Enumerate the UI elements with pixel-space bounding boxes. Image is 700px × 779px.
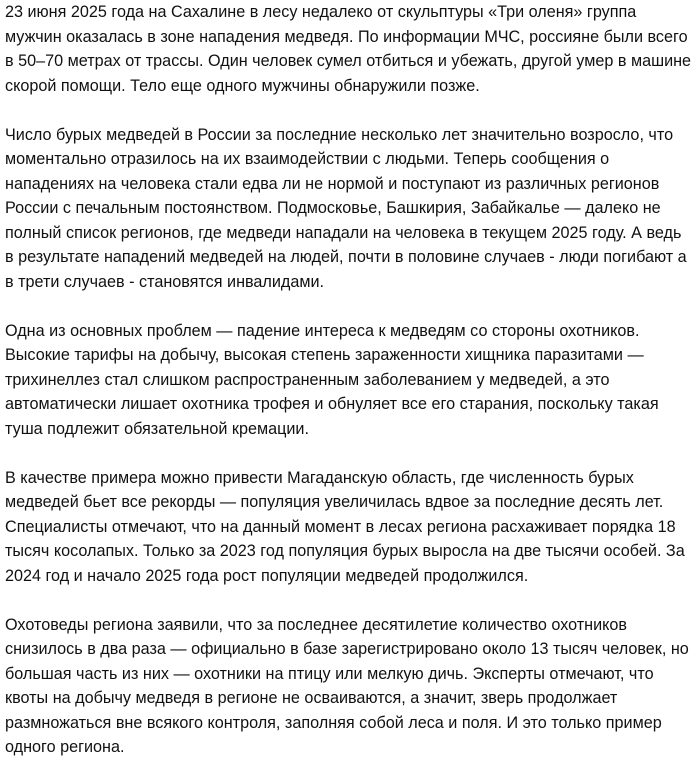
paragraph-sakhalin-attack: 23 июня 2025 года на Сахалине в лесу недалеко от скульптуры «Три оленя» группа мужчин оказалась в зоне нападения медведя. По информации МЧС, россияне были всего в 50–70 метрах от трассы. Один человек сумел отбиться и убежать, другой умер в машине скорой помощи. Тело еще одного мужчины обнаружили позже. — [5, 3, 692, 95]
paragraph-hunting-decline: Одна из основных проблем — падение интереса к медведям со стороны охотников. Высокие тарифы на добычу, высокая степень зараженности хищника паразитами — трихинеллез стал слишком распространенным заболеванием у медведей, а это автоматически лишает охотника трофея и обнуляет все его старания, поскольку такая туша подлежит обязательной кремации. — [5, 321, 659, 438]
paragraph-magadan-example: В качестве примера можно привести Магаданскую область, где численность бурых медведей бьет все рекорды — популяция увеличилась вдвое за последние десять лет. Специалисты отмечают, что на данный момент в лесах региона расхаживает порядка 18 тысяч косолапых. Только за 2023 год популяция бурых выросла на две тысячи особей. За 2024 год и начало 2025 года рост популяции медведей продолжился. — [5, 468, 685, 585]
paragraph-bear-population-growth: Число бурых медведей в России за последние несколько лет значительно возросло, что моментально отразилось на их взаимодействии с людьми. Теперь сообщения о нападениях на человека стали едва ли не нормой и поступают из различных регионов России с печальным постоянством. Подмосковье, Башкирия, Забайкалье — далеко не полный список регионов, где медведи нападали на человека в текущем 2025 году. А ведь в результате нападений медведей на людей, почти в половине случаев - люди погибают а в трети случаев - становятся инвалидами. — [5, 125, 687, 291]
paragraph-hunters-quotas: Охотоведы региона заявили, что за последнее десятилетие количество охотников снизилось в два раза — официально в базе зарегистрировано около 13 тысяч человек, но большая часть из них — охотники на птицу или мелкую дичь. Эксперты отмечают, что квоты на добычу медведя в регионе не осваиваются, а значит, зверь продолжает размножаться вне всякого контроля, заполняя собой леса и поля. И это только пример одного региона. — [5, 615, 689, 756]
